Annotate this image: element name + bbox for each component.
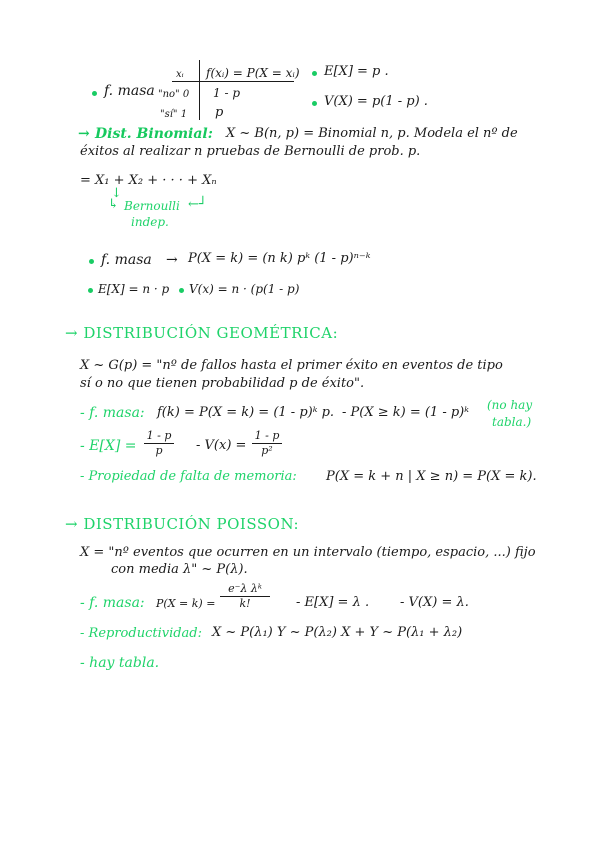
fraction-denominator: k!: [239, 597, 251, 610]
binomial-definition-line2: éxitos al realizar n pruebas de Bernoulli de prob. p.: [80, 144, 421, 159]
geometric-mass-formula: f(k) = P(X = k) = (1 - p)ᵏ p.: [157, 405, 335, 420]
geometric-variance-fraction: [252, 430, 282, 457]
binomial-sum: = X₁ + X₂ + · · · + Xₙ: [80, 173, 217, 188]
poisson-definition-line2: con media λ" ~ P(λ).: [111, 562, 248, 577]
geometric-title: → DISTRIBUCIÓN GEOMÉTRICA:: [65, 324, 339, 342]
table-row-si-value: p: [215, 105, 224, 120]
reproductive-formula: X ~ P(λ₁) Y ~ P(λ₂) X + Y ~ P(λ₁ + λ₂): [212, 625, 463, 640]
poisson-mass-fraction: [220, 583, 270, 610]
binomial-definition: X ~ B(n, p) = Binomial n, p. Modela el nº de: [226, 126, 518, 141]
bernoulli-mass-label: f. masa: [104, 83, 155, 99]
corner-arrow-icon: ↳: [108, 197, 119, 212]
binomial-mass-arrow: →: [166, 252, 178, 268]
binomial-mass-label: f. masa: [101, 252, 152, 268]
down-arrow-icon: ↓: [111, 186, 122, 201]
table-row-si: "sí" 1: [160, 109, 188, 120]
fraction-numerator: 1 - p: [254, 429, 280, 442]
has-table-note: - hay tabla.: [80, 655, 160, 671]
poisson-mass-label: - f. masa:: [80, 595, 145, 611]
no-table-note: (no hay: [487, 398, 533, 412]
geometric-variance-prefix: - V(x) =: [196, 438, 247, 453]
geometric-expectation-prefix: - E[X] =: [80, 438, 137, 454]
table-header-x: xᵢ: [176, 69, 184, 80]
fraction-denominator: p²: [261, 444, 273, 457]
bernoulli-note: Bernoulli: [124, 199, 180, 213]
geometric-definition: X ~ G(p) = "nº de fallos hasta el primer éxito en eventos de tipo: [80, 358, 503, 373]
geometric-tail-formula: - P(X ≥ k) = (1 - p)ᵏ: [342, 405, 469, 420]
binomial-title: Dist. Binomial:: [95, 126, 213, 142]
no-table-note-2: tabla.): [492, 415, 532, 429]
poisson-definition: X = "nº eventos que ocurren en un intervalo (tiempo, espacio, ...) fijo: [80, 545, 536, 560]
geometric-definition-line2: sí o no que tienen probabilidad p de éxito".: [80, 376, 365, 391]
poisson-expectation: - E[X] = λ .: [296, 595, 370, 610]
table-row-no-value: 1 - p: [213, 86, 240, 100]
reproductive-label: - Reproductividad:: [80, 626, 203, 641]
bullet-dot: [92, 91, 97, 96]
poisson-variance: - V(X) = λ.: [400, 595, 469, 610]
binomial-variance: V(x) = n · (p(1 - p): [189, 282, 300, 296]
table-row-no: "no" 0: [158, 89, 190, 100]
poisson-title: → DISTRIBUCIÓN POISSON:: [65, 515, 300, 533]
bernoulli-expectation: E[X] = p .: [324, 64, 389, 79]
binomial-mass-formula: P(X = k) = (n k) pᵏ (1 - p)ⁿ⁻ᵏ: [188, 251, 371, 266]
left-arrow-icon: ←┘: [188, 197, 207, 212]
binomial-expectation: E[X] = n · p: [98, 282, 170, 296]
bullet-dot: [88, 288, 93, 293]
binomial-arrow: →: [78, 126, 90, 142]
bernoulli-variance: V(X) = p(1 - p) .: [324, 94, 428, 109]
table-vertical-rule: [199, 60, 200, 120]
memoryless-label: - Propiedad de falta de memoria:: [80, 469, 297, 484]
geometric-expectation-fraction: [144, 430, 174, 457]
table-horizontal-rule: [172, 81, 294, 82]
bullet-dot: [89, 259, 94, 264]
bullet-dot: [312, 71, 317, 76]
fraction-numerator: 1 - p: [146, 429, 172, 442]
poisson-mass-prefix: P(X = k) =: [156, 597, 216, 610]
table-header-f: f(xᵢ) = P(X = xᵢ): [206, 66, 300, 80]
indep-note: indep.: [131, 215, 169, 229]
fraction-numerator: e⁻λ λᵏ: [228, 582, 262, 595]
bullet-dot: [179, 288, 184, 293]
geometric-mass-label: - f. masa:: [80, 405, 145, 421]
memoryless-formula: P(X = k + n | X ≥ n) = P(X = k).: [326, 469, 537, 484]
fraction-denominator: p: [155, 444, 163, 457]
bullet-dot: [312, 101, 317, 106]
